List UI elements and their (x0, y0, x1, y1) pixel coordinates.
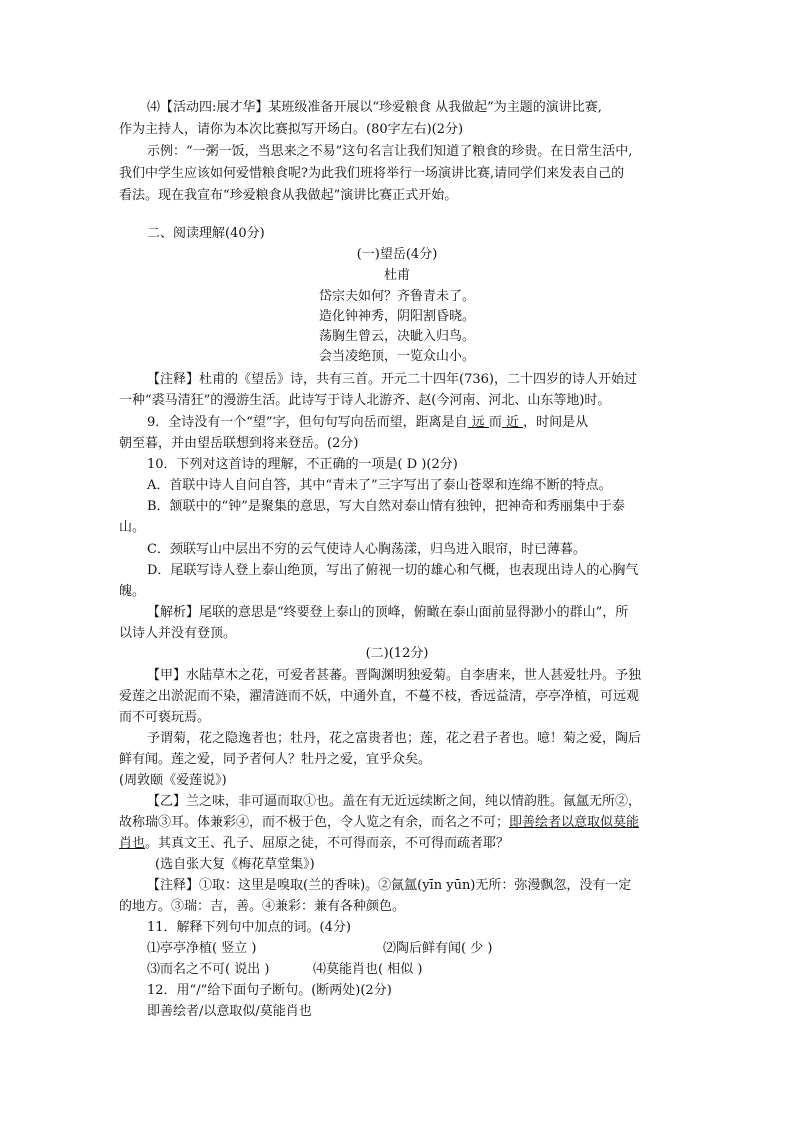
section-heading: 二、阅读理解(40分) (147, 226, 265, 241)
option-d: D．尾联写诗人登上泰山绝顶，写出了俯视一切的雄心和气概，也表现出诗人的心胸气 (147, 563, 639, 578)
option-b: B．颔联中的“钟”是聚集的意思，写大自然对泰山情有独钟，把神奇和秀丽集中于泰 (147, 499, 625, 514)
poem-title: (一)望岳(4分) (356, 247, 438, 262)
passage-yi (119, 813, 639, 833)
option-c: C．颈联写山中层出不穷的云气使诗人心胸荡漾，归鸟进入眼帘，时已薄暮。 (147, 542, 586, 557)
passage-note: 的地方。③瑞：吉，善。④兼彩：兼有各种颜色。 (119, 899, 406, 914)
question-12: 12．用“/”给下面句子断句。(断两处)(2分) (147, 983, 392, 998)
question-10: 10．下列对这首诗的理解，不正确的一项是( D )(2分) (147, 457, 458, 472)
answer-blank: 近 (501, 415, 524, 430)
question-11-item: ⑴亭亭净植( 竖立 ) (147, 941, 257, 956)
poem-line: 会当凌绝顶，一览众山小。 (318, 349, 475, 364)
poem-line: 岱宗夫如何？齐鲁青未了。 (318, 289, 475, 304)
passage-jia: 【甲】水陆草木之花，可爱者甚蕃。晋陶渊明独爱菊。自李唐来，世人甚爱牡丹。予独 (147, 668, 642, 683)
passage-jia: 而不可亵玩焉。 (119, 710, 211, 725)
passage-jia-source: (周敦颐《爱莲说》) (119, 773, 227, 788)
question-11: 11．解释下列句中加点的词。(4分) (147, 920, 351, 935)
option-d-cont: 魄。 (119, 584, 146, 599)
question-9-line2: 朝至暮，并由望岳联想到将来登岳。(2分) (119, 436, 359, 451)
question-text: ，时间是从 (523, 415, 589, 430)
activity4-example-line: 我们中学生应该如何爱惜粮食呢?为此我们班将举行一场演讲比赛,请同学们来发表自己的 (119, 166, 625, 181)
underlined-sentence: 即善绘者以意取似莫能 (509, 815, 640, 830)
question-11-item: ⑷莫能肖也( 相似 ) (313, 962, 423, 977)
activity4-line2: 作为主持人，请你为本次比赛拟写开场白。(80字左右)(2分) (119, 122, 464, 137)
question-text: 9．全诗没有一个“望”字，但句句写向岳而望，距离是自 (147, 415, 468, 430)
underlined-sentence: 肖也 (119, 836, 146, 851)
passage-text: 故称瑞③耳。体兼彩④，而不极于色，令人览之有余，而名之不可； (119, 815, 510, 830)
question-11-item: ⑵陶后鲜有闻( 少 ) (383, 941, 493, 956)
poem-author: 杜甫 (383, 268, 410, 283)
activity4-example-line: 示例：“一粥一饭，当思来之不易”这句名言让我们知道了粮食的珍贵。在日常生活中, (147, 144, 633, 159)
poem-note: 一种“裘马清狂”的漫游生活。此诗写于诗人北游齐、赵(今河南、河北、山东等地)时。 (119, 393, 611, 408)
poem-line: 荡胸生曾云，决眦入归鸟。 (318, 329, 475, 344)
activity4-line1: ⑷【活动四:展才华】某班级准备开展以“珍爱粮食 从我做起”为主题的演讲比赛, (147, 100, 602, 115)
option-b-cont: 山。 (119, 520, 146, 535)
passage-jia: 予谓菊，花之隐逸者也；牡丹，花之富贵者也；莲，花之君子者也。噫！菊之爱，陶后 (147, 731, 642, 746)
passage-yi (119, 834, 509, 854)
passage-text: 。其真文王、孔子、屈原之徒，不可得而亲，不可得而疏者耶？ (145, 836, 510, 851)
passage-jia: 爱莲之出淤泥而不染，濯清涟而不妖，中通外直，不蔓不枝，香远益清，亭亭净植，可远观 (119, 689, 640, 704)
analysis-cont: 以诗人并没有登顶。 (119, 626, 237, 641)
analysis: 【解析】尾联的意思是“终要登上泰山的顶峰，俯瞰在泰山面前显得渺小的群山”，所 (147, 605, 629, 620)
passage-yi-source: (选自张大复《梅花草堂集》) (155, 857, 315, 872)
question-9 (147, 413, 588, 433)
poem-note: 【注释】杜甫的《望岳》诗，共有三首。开元二十四年(736)，二十四岁的诗人开始过 (147, 372, 637, 387)
passage-jia: 鲜有闻。莲之爱，同予者何人？牡丹之爱，宜乎众矣。 (119, 752, 432, 767)
answer-blank: 远 (467, 415, 489, 430)
question-text: 而 (488, 415, 502, 430)
option-a: A．首联中诗人自问自答，其中“青未了”三字写出了泰山苍翠和连绵不断的特点。 (147, 478, 612, 493)
poem-line: 造化钟神秀，阴阳割昏晓。 (318, 309, 475, 324)
question-11-item: ⑶而名之不可( 说出 ) (147, 962, 270, 977)
question-12-answer: 即善绘者/以意取似/莫能肖也 (147, 1004, 312, 1019)
activity4-example-line: 看法。现在我宣布“珍爱粮食从我做起”演讲比赛正式开始。 (119, 188, 458, 203)
passage-yi: 【乙】兰之味，非可逼而取①也。盖在有无近远续断之间，纯以情韵胜。氤氲无所②， (147, 794, 642, 809)
passage-note: 【注释】①取：这里是嗅取(兰的香味)。②氤氲(yīn yūn)无所：弥漫飘忽，没有一定 (147, 878, 632, 893)
part2-title: (二)(12分) (365, 646, 429, 661)
